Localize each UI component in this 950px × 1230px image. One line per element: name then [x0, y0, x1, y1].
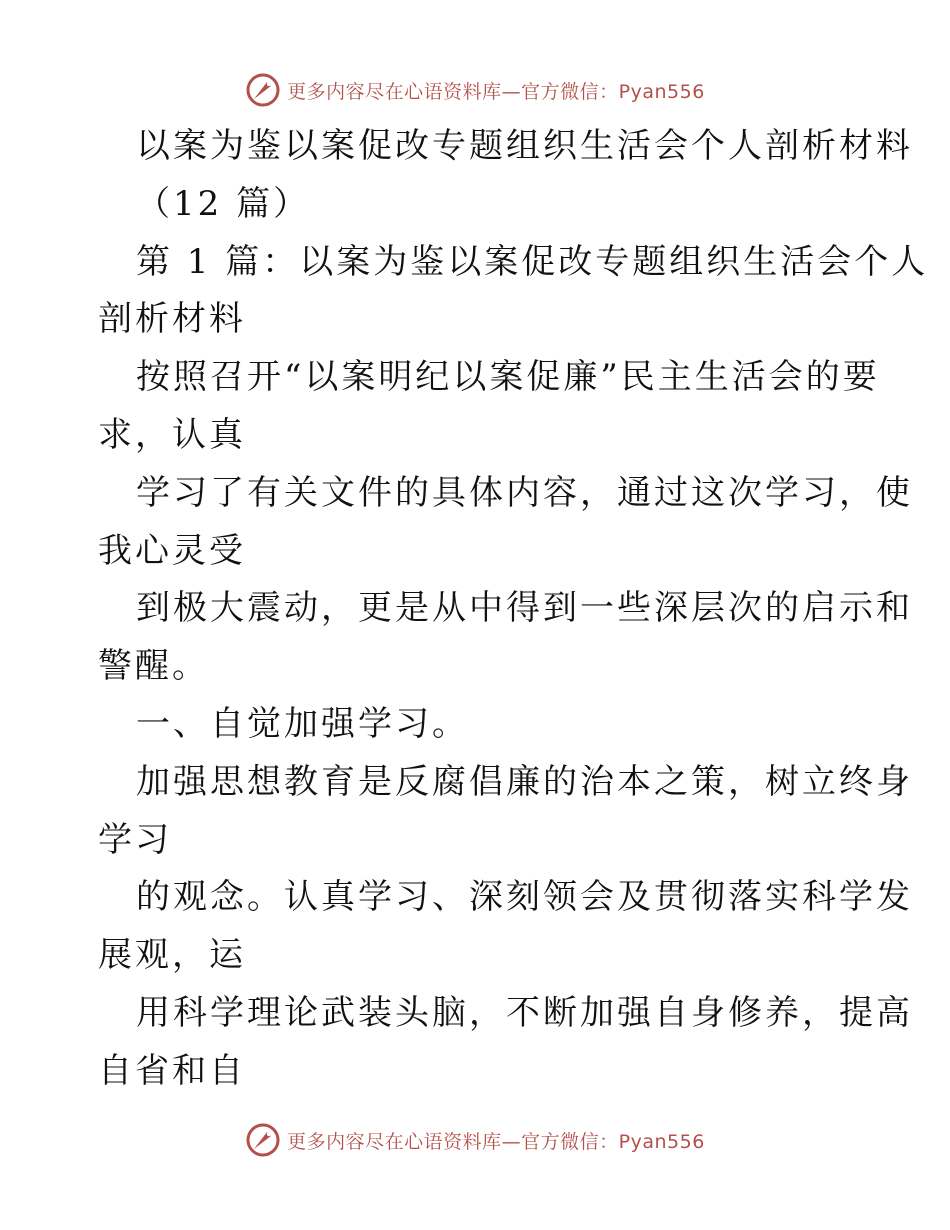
paragraph-line: 学习了有关文件的具体内容，通过这次学习，使 — [136, 472, 913, 513]
header-watermark — [0, 68, 950, 112]
section-heading-line-1: 第 1 篇：以案为鉴以案促改专题组织生活会个人 — [136, 241, 929, 282]
paragraph-line: 用科学理论武装头脑，不断加强自身修养，提高 — [136, 992, 913, 1033]
paragraph-line: 加强思想教育是反腐倡廉的治本之策，树立终身 — [136, 761, 913, 802]
document-title-line-2: （12 篇） — [136, 183, 311, 224]
watermark-text: 更多内容尽在心语资料库—官方微信：Pyan556 — [287, 80, 705, 103]
document-body — [98, 118, 929, 1101]
paragraph-line: 学习 — [98, 819, 172, 860]
paragraph-line: 的观念。认真学习、深刻领会及贯彻落实科学发 — [136, 877, 913, 918]
pen-nib-logo-icon — [245, 1122, 281, 1158]
paragraph-line: 我心灵受 — [98, 530, 246, 571]
paragraph-line: 到极大震动，更是从中得到一些深层次的启示和 — [136, 588, 913, 629]
paragraph-line: 求，认真 — [98, 414, 246, 455]
pen-nib-logo-icon — [245, 72, 281, 108]
paragraph-line: 自省和自 — [98, 1050, 246, 1091]
section-heading-line-2: 剖析材料 — [98, 299, 246, 340]
document-title-line-1: 以案为鉴以案促改专题组织生活会个人剖析材料 — [136, 126, 913, 166]
footer-watermark — [0, 1118, 950, 1162]
paragraph-line: 按照召开“以案明纪以案促廉”民主生活会的要 — [136, 357, 880, 398]
paragraph-line: 警醒。 — [98, 646, 209, 687]
subheading-line: 一、自觉加强学习。 — [136, 703, 469, 744]
paragraph-line: 展观，运 — [98, 935, 246, 976]
watermark-text: 更多内容尽在心语资料库—官方微信：Pyan556 — [287, 1130, 705, 1153]
